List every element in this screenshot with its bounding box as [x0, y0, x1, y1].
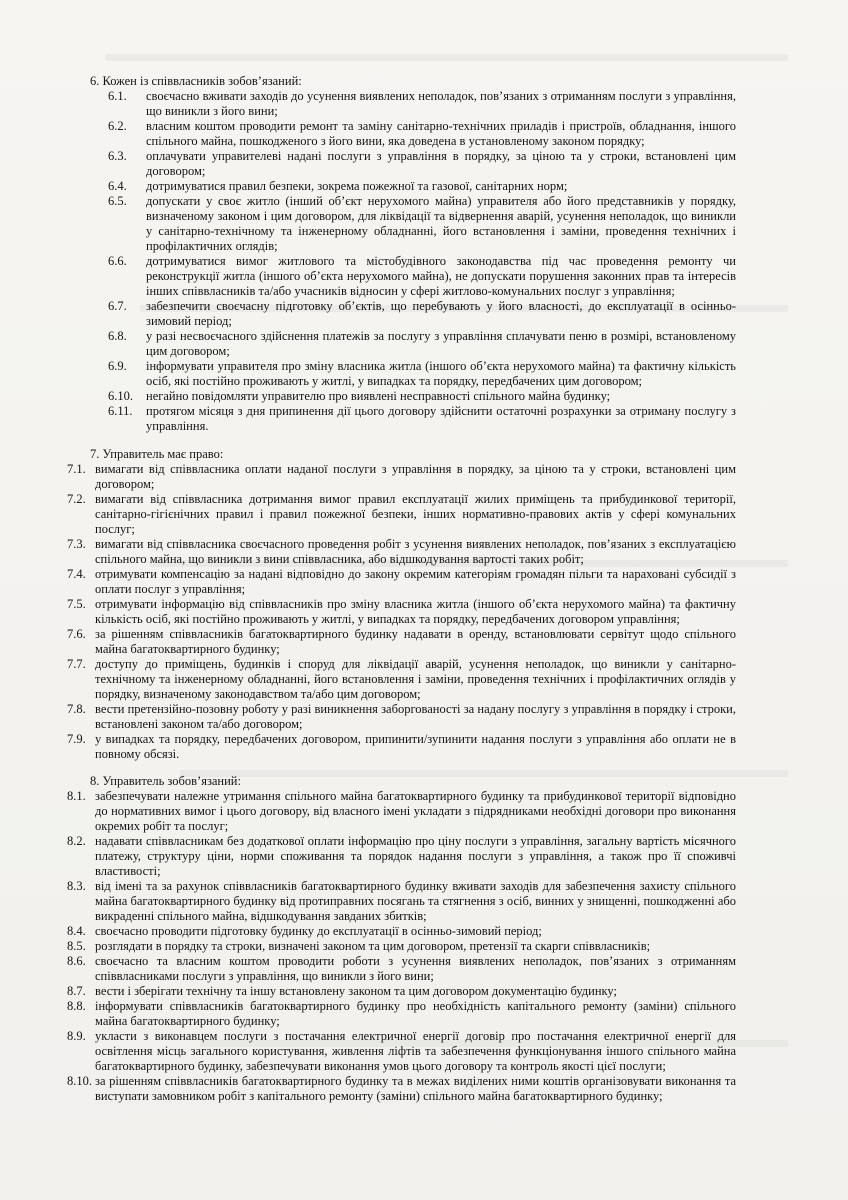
clause-text: вести і зберігати технічну та іншу встановлену законом та цим договором документацію будинку; — [95, 984, 617, 998]
clause-item — [0, 194, 848, 254]
clause-number: 7.9. — [67, 732, 86, 746]
clause-item — [0, 954, 848, 984]
clause-number: 6.1. — [108, 89, 127, 103]
clause-number: 7.5. — [67, 597, 86, 611]
clause-text: за рішенням співвласників багатоквартирного будинку та в межах виділених ними коштів організовувати виконання та виступати замовником робіт з капітального ремонту (заміни) спільного майна багатоквартирного будинку; — [95, 1074, 736, 1103]
clause-text: вимагати від співвласника дотримання вимог правил експлуатації жилих приміщень та прибудинкової території, санітарно-гігієнічних правил і правил пожежної безпеки, інших нормативно-правових актів у сфері комунальних послуг; — [95, 492, 736, 536]
clause-text: доступу до приміщень, будинків і споруд для ліквідації аварій, усунення неполадок, що виникли у санітарно-технічному та інженерному обладнанні, його встановлення і заміни, проведення технічних і профілактичних оглядів у порядку, визначеному законодавством та/або цим договором; — [95, 657, 736, 701]
clause-text: своєчасно проводити підготовку будинку до експлуатації в осінньо-зимовий період; — [95, 924, 542, 938]
clause-item — [0, 1029, 848, 1074]
clause-text: розглядати в порядку та строки, визначені законом та цим договором, претензії та скарги співвласників; — [95, 939, 651, 953]
clause-item — [0, 834, 848, 879]
clause-list — [0, 789, 848, 1104]
clause-text: інформувати співвласників багатоквартирного будинку про необхідність капітального ремонту (заміни) спільного майна багатоквартирного будинку; — [95, 999, 736, 1028]
clause-number: 7.2. — [67, 492, 86, 506]
clause-item — [0, 657, 848, 702]
clause-item — [0, 179, 848, 194]
clause-text: оплачувати управителеві надані послуги з управління в порядку, за ціною та у строки, встановлені цим договором; — [146, 149, 736, 178]
clause-item — [0, 789, 848, 834]
clause-number: 8.10. — [67, 1074, 92, 1088]
clause-item — [0, 999, 848, 1029]
clause-item — [0, 939, 848, 954]
clause-number: 8.3. — [67, 879, 86, 893]
clause-number: 6.6. — [108, 254, 127, 268]
clause-text: надавати співвласникам без додаткової оплати інформацію про ціну послуги з управління, загальну вартість місячного платежу, структуру ціни, норми споживання та порядок надання послуги з управління, а також про її споживчі властивості; — [95, 834, 736, 878]
clause-list — [0, 462, 848, 762]
clause-text: отримувати інформацію від співвласників про зміну власника житла (іншого об’єкта нерухомого майна) та фактичну кількість осіб, які постійно проживають у житлі, у випадках та порядку, передбачених договором управління; — [95, 597, 736, 626]
clause-list — [0, 89, 848, 434]
clause-item — [0, 359, 848, 389]
clause-number: 6.7. — [108, 299, 127, 313]
clause-number: 6.2. — [108, 119, 127, 133]
clause-text: власним коштом проводити ремонт та заміну санітарно-технічних приладів і пристроїв, обладнання, іншого спільного майна, пошкодженого з його вини, яка доведена в установленому законом порядку; — [146, 119, 736, 148]
clause-text: забезпечувати належне утримання спільного майна багатоквартирного будинку та прибудинкової території відповідно до нормативних вимог і цього договору, від власного імені укладати з підрядниками необхідні договори про виконання окремих робіт та послуг; — [95, 789, 736, 833]
clause-number: 8.9. — [67, 1029, 86, 1043]
clause-text: від імені та за рахунок співвласників багатоквартирного будинку вживати заходів для забезпечення захисту спільного майна багатоквартирного будинку від протиправних посягань та стягнення з осіб, винних у знищенні, пошкодженні або викраденні спільного майна, відшкодування завданих збитків; — [95, 879, 736, 923]
clause-item — [0, 732, 848, 762]
clause-item — [0, 702, 848, 732]
clause-text: вимагати від співвласника своєчасного проведення робіт з усунення виявлених неполадок, пов’язаних з експлуатацією спільного майна, що виникли з вини співвласника, або відшкодування вартості таких робіт; — [95, 537, 736, 566]
document-body — [0, 74, 848, 1104]
clause-item — [0, 254, 848, 299]
clause-item — [0, 597, 848, 627]
clause-item — [0, 879, 848, 924]
clause-item — [0, 627, 848, 657]
clause-item — [0, 389, 848, 404]
clause-number: 7.7. — [67, 657, 86, 671]
clause-number: 7.4. — [67, 567, 86, 581]
clause-item — [0, 329, 848, 359]
clause-item — [0, 462, 848, 492]
clause-text: вимагати від співвласника оплати наданої послуги з управління в порядку, за ціною та у строки, встановлені цим договором; — [95, 462, 736, 491]
section-6 — [0, 74, 848, 434]
section-8 — [0, 762, 848, 1104]
clause-text: своєчасно вживати заходів до усунення виявлених неполадок, пов’язаних з отриманням послуги з управління, що виникли з його вини; — [146, 89, 736, 118]
section-7 — [0, 434, 848, 762]
clause-item — [0, 984, 848, 999]
clause-item — [0, 567, 848, 597]
clause-number: 8.1. — [67, 789, 86, 803]
clause-number: 6.11. — [108, 404, 133, 418]
clause-text: у разі несвоєчасного здійснення платежів за послугу з управління сплачувати пеню в розмірі, встановленому цим договором; — [146, 329, 736, 358]
section-heading: 7. Управитель має право: — [90, 447, 224, 461]
clause-number: 6.8. — [108, 329, 127, 343]
clause-text: негайно повідомляти управителю про виявлені несправності спільного майна будинку; — [146, 389, 611, 403]
clause-number: 8.4. — [67, 924, 86, 938]
clause-text: за рішенням співвласників багатоквартирного будинку надавати в оренду, встановлювати сервітут щодо спільного майна багатоквартирного будинку; — [95, 627, 736, 656]
clause-number: 6.4. — [108, 179, 127, 193]
clause-number: 7.8. — [67, 702, 86, 716]
clause-number: 6.10. — [108, 389, 133, 403]
clause-text: отримувати компенсацію за надані відповідно до закону окремим категоріям громадян пільги та нараховані субсидії з оплати послуг з управління; — [95, 567, 736, 596]
clause-number: 6.3. — [108, 149, 127, 163]
clause-text: вести претензійно-позовну роботу у разі виникнення заборгованості за надану послугу з управління в порядку і строки, встановлені законом та/або договором; — [95, 702, 736, 731]
clause-item — [0, 537, 848, 567]
clause-number: 7.1. — [67, 462, 86, 476]
section-heading: 6. Кожен із співвласників зобов’язаний: — [90, 74, 302, 88]
clause-text: забезпечити своєчасну підготовку об’єктів, що перебувають у його власності, до експлуатації в осінньо-зимовий період; — [146, 299, 736, 328]
clause-text: протягом місяця з дня припинення дії цього договору здійснити остаточні розрахунки за отриману послугу з управління. — [146, 404, 736, 433]
clause-item — [0, 1074, 848, 1104]
clause-number: 8.7. — [67, 984, 86, 998]
clause-text: своєчасно та власним коштом проводити роботи з усунення виявлених неполадок, пов’язаних з отриманням співвласниками послуги з управління, що виникли з його вини; — [95, 954, 736, 983]
clause-number: 6.5. — [108, 194, 127, 208]
clause-item — [0, 299, 848, 329]
section-heading: 8. Управитель зобов’язаний: — [90, 774, 241, 788]
clause-text: дотримуватися правил безпеки, зокрема пожежної та газової, санітарних норм; — [146, 179, 568, 193]
clause-number: 6.9. — [108, 359, 127, 373]
clause-text: у випадках та порядку, передбачених договором, припинити/зупинити надання послуги з управління або оплати не в повному обсязі. — [95, 732, 736, 761]
clause-item — [0, 89, 848, 119]
clause-item — [0, 404, 848, 434]
clause-text: інформувати управителя про зміну власника житла (іншого об’єкта нерухомого майна) та фактичну кількість осіб, які постійно проживають у житлі, у випадках та порядку, передбачених цим договором; — [146, 359, 736, 388]
clause-number: 8.2. — [67, 834, 86, 848]
clause-number: 8.6. — [67, 954, 86, 968]
clause-number: 7.6. — [67, 627, 86, 641]
clause-item — [0, 924, 848, 939]
clause-item — [0, 492, 848, 537]
clause-text: укласти з виконавцем послуги з постачання електричної енергії договір про постачання електричної енергії для освітлення місць загального користування, живлення ліфтів та забезпечення функціонування іншого спільного майна багатоквартирного будинку, забезпечувати виконання умов цього договору та контроль якості цієї послуги; — [95, 1029, 736, 1073]
clause-item — [0, 149, 848, 179]
clause-text: дотримуватися вимог житлового та містобудівного законодавства під час проведення ремонту чи реконструкції житла (іншого об’єкта нерухомого майна), не допускати порушення законних прав та інтересів інших співвласників та/або учасників відносин у сфері житлово-комунальних послуг з управління; — [146, 254, 736, 298]
clause-item — [0, 119, 848, 149]
clause-number: 8.5. — [67, 939, 86, 953]
clause-number: 7.3. — [67, 537, 86, 551]
clause-number: 8.8. — [67, 999, 86, 1013]
clause-text: допускати у своє житло (інший об’єкт нерухомого майна) управителя або його представників у порядку, визначеному законом і цим договором, для ліквідації та відвернення аварій, усунення неполадок, що виникли у санітарно-технічному та інженерному обладнанні, його встановлення і заміни, проведення технічних і профілактичних оглядів; — [146, 194, 736, 253]
